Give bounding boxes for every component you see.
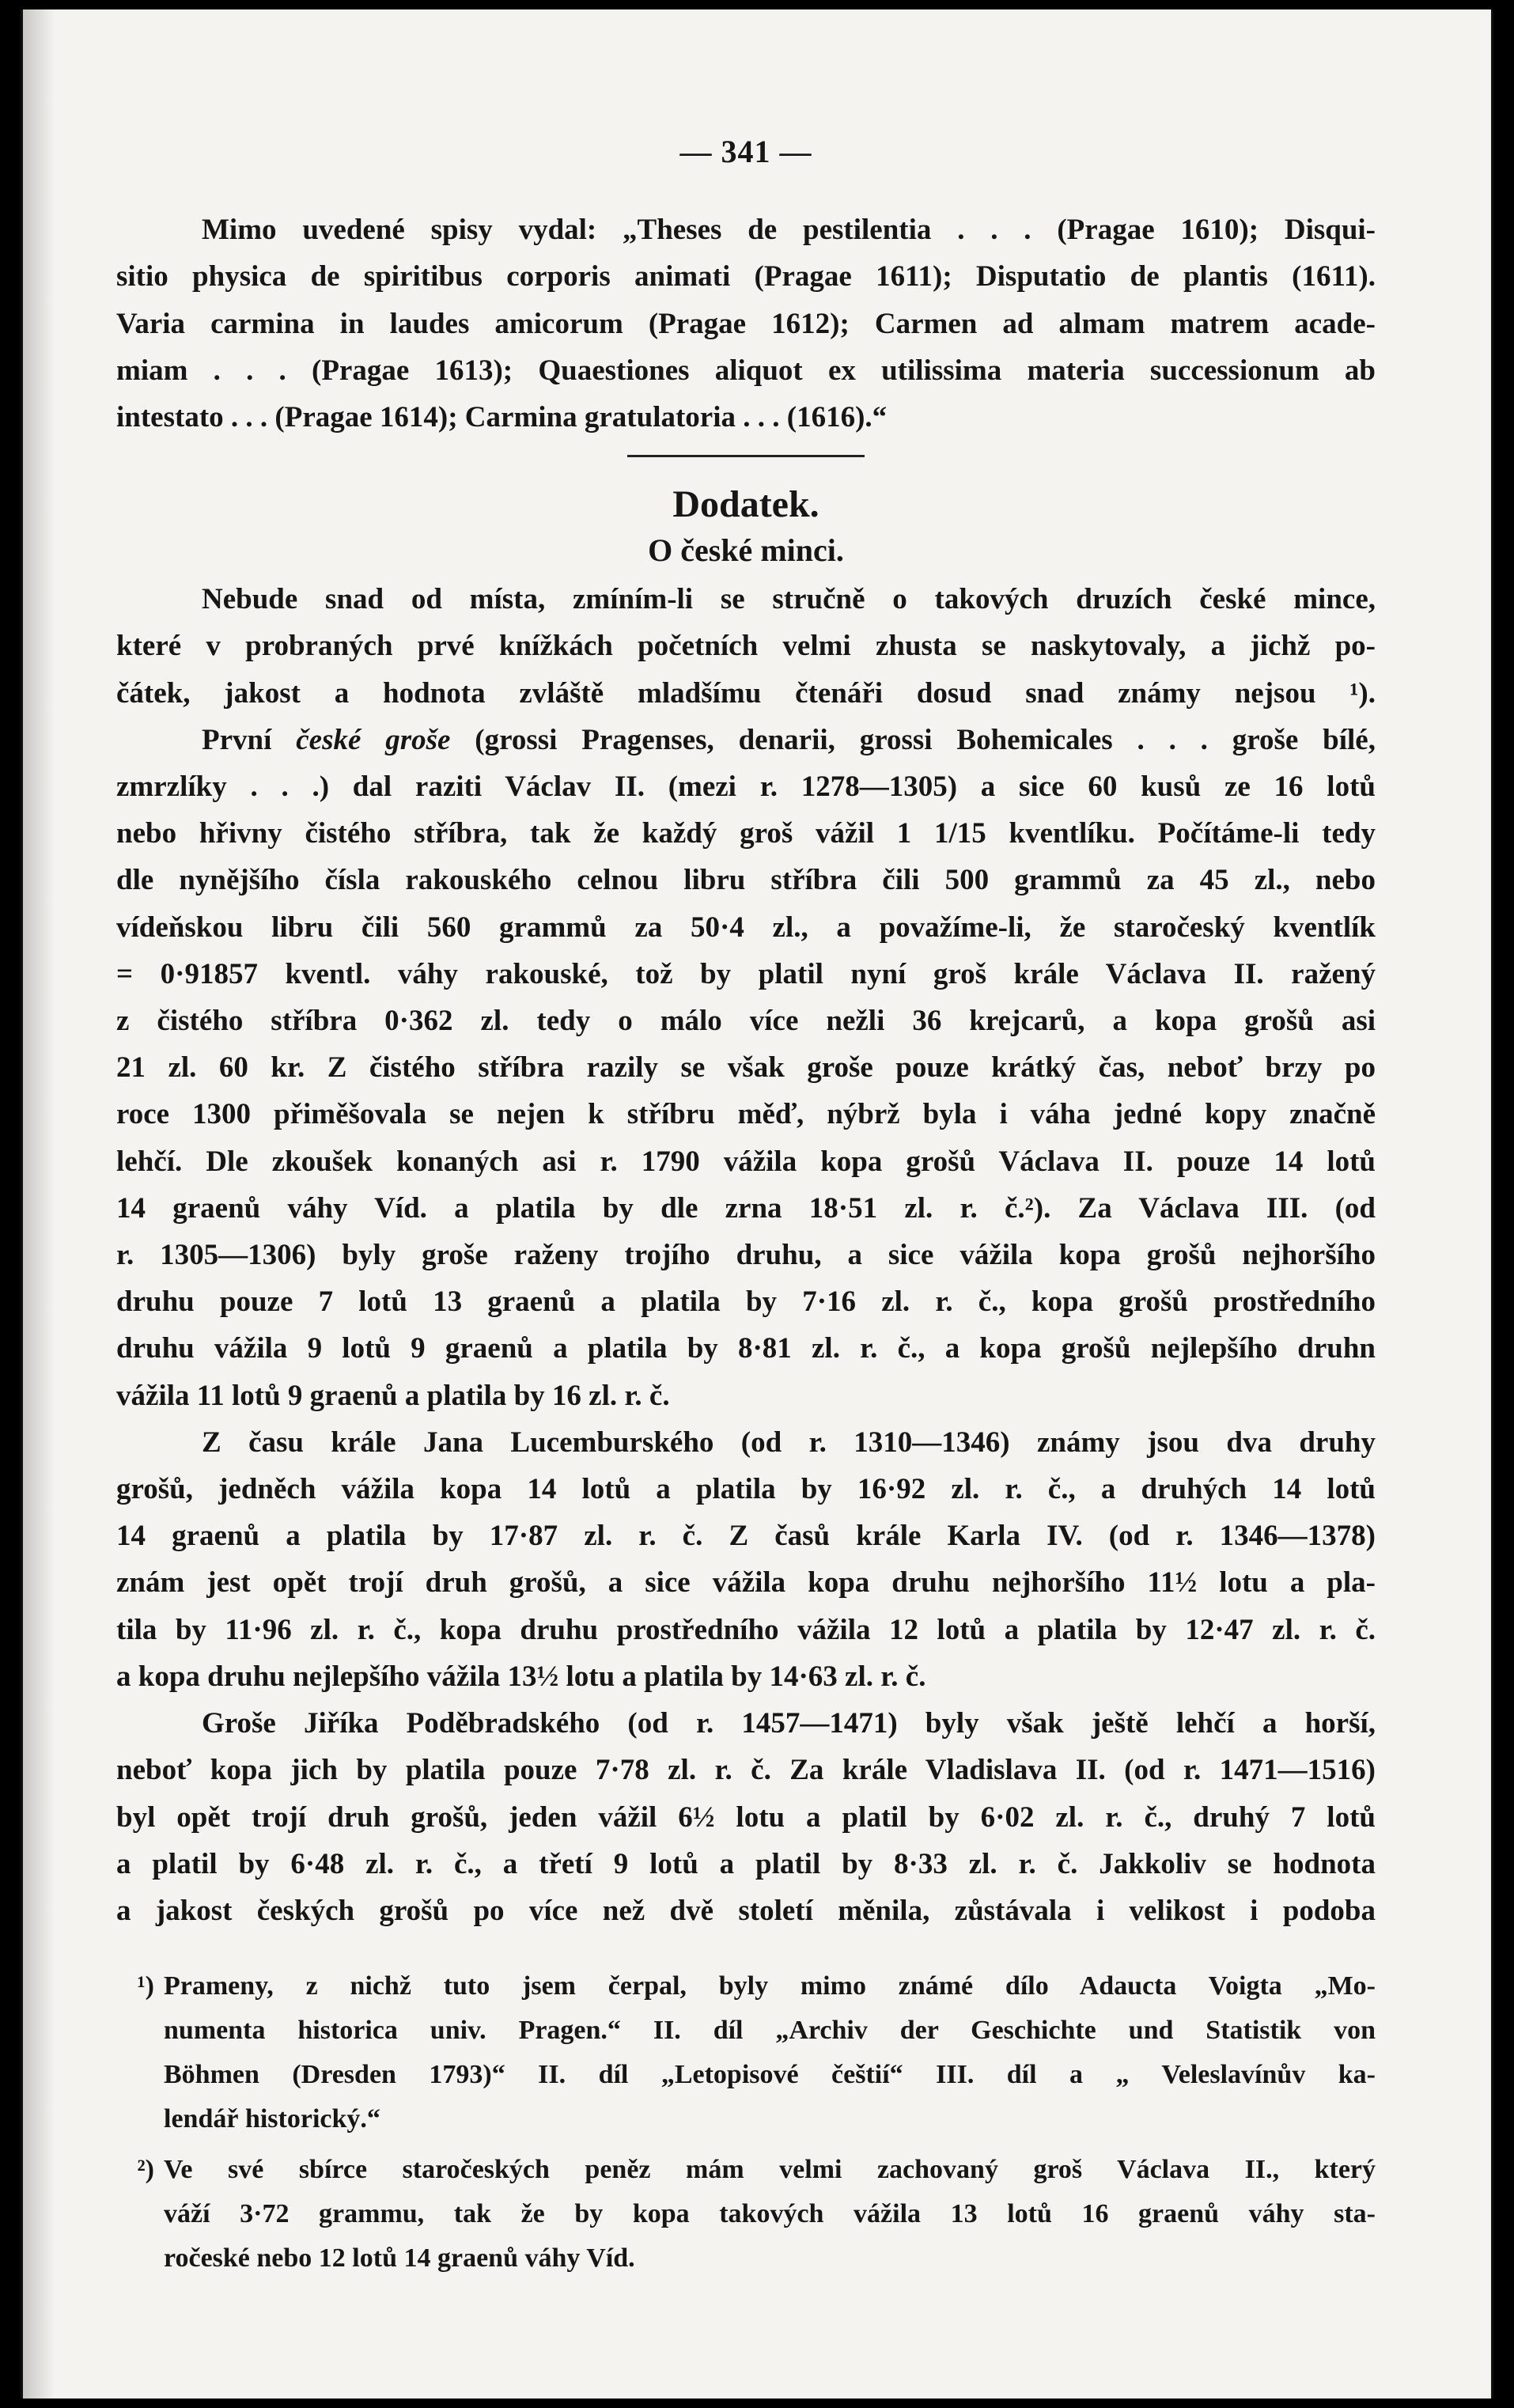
- body-line: a platil by 6·48 zl. r. č., a třetí 9 lotů a platil by 8·33 zl. r. č. Jakkoliv se hodnota: [116, 1847, 1376, 1880]
- body-line: které v probraných prvé knížkách početních velmi zhusta se naskytovaly, a jichž po-: [116, 630, 1376, 663]
- body-line: zmrzlíky . . .) dal raziti Václav II. (mezi r. 1278—1305) a sice 60 kusů ze 16 lotů: [116, 770, 1376, 804]
- intro-line: miam . . . (Pragae 1613); Quaestiones aliquot ex utilissima materia successionum ab: [116, 354, 1376, 387]
- footnotes: [116, 1964, 1376, 2281]
- body-line: z čistého stříbra 0·362 zl. tedy o málo více nežli 36 krejcarů, a kopa grošů asi: [116, 1005, 1376, 1038]
- body-line: Groše Jiříka Poděbradského (od r. 1457—1471) byly však ještě lehčí a horší,: [202, 1707, 1376, 1740]
- section-heading: Dodatek.: [672, 483, 819, 526]
- footnote-line: ročeské nebo 12 lotů 14 graenů váhy Víd.: [164, 2243, 635, 2274]
- intro-line: sitio physica de spiritibus corporis animati (Pragae 1611); Disputatio de plantis (1611).: [116, 260, 1376, 293]
- body-line: vídeňskou libru čili 560 grammů za 50·4 zl., a považíme-li, že staročeský kventlík: [116, 911, 1376, 944]
- body-line: Nebude snad od místa, zmíním-li se stručně o takových druzích české mince,: [202, 583, 1376, 616]
- body-line: roce 1300 přiměšovala se nejen k stříbru měď, nýbrž byla i váha jedné kopy značně: [116, 1098, 1376, 1131]
- footnote-mark: ²): [137, 2155, 154, 2185]
- body-line: [116, 717, 1376, 763]
- body-line: nebo hřivny čistého stříbra, tak že každý groš vážil 1 1/15 kventlíku. Počítáme-li tedy: [116, 817, 1376, 850]
- section-subheading: O české minci.: [648, 532, 844, 569]
- body-line-emphasis: české groše: [296, 723, 451, 756]
- body-line: 21 zl. 60 kr. Z čistého stříbra razily se však groše pouze krátký čas, neboť brzy po: [116, 1051, 1376, 1085]
- footnote-line: lendář historický.“: [164, 2104, 380, 2134]
- page-edge-shadow: [23, 9, 55, 2399]
- footnote-line: numenta historica univ. Pragen.“ II. díl „Archiv der Geschichte und Statistik von: [164, 2016, 1376, 2046]
- body-line: r. 1305—1306) byly groše raženy trojího druhu, a sice vážila kopa grošů nejhoršího: [116, 1239, 1376, 1272]
- body-line: neboť kopa jich by platila pouze 7·78 zl. r. č. Za krále Vladislava II. (od r. 1471—1516): [116, 1754, 1376, 1787]
- body-line: a jakost českých grošů po více než dvě století měnila, zůstávala i velikost i podoba: [116, 1894, 1376, 1927]
- section-divider: [627, 455, 865, 457]
- body-line: čátek, jakost a hodnota zvláště mladšímu čtenáři dosud snad známy nejsou ¹).: [116, 676, 1376, 710]
- body-line: lehčí. Dle zkoušek konaných asi r. 1790 vážila kopa grošů Václava II. pouze 14 lotů: [116, 1145, 1376, 1178]
- body-line: byl opět trojí druh grošů, jeden vážil 6½ lotu a platil by 6·02 zl. r. č., druhý 7 lotů: [116, 1800, 1376, 1834]
- body-line: dle nynějšího čísla rakouského celnou libru stříbra čili 500 grammů za 45 zl., nebo: [116, 864, 1376, 897]
- body-line: grošů, jedněch vážila kopa 14 lotů a platila by 16·92 zl. r. č., a druhých 14 lotů: [116, 1473, 1376, 1506]
- footnote-line: Ve své sbírce staročeských peněz mám velmi zachovaný groš Václava II., který: [164, 2155, 1376, 2185]
- book-page: [21, 9, 1493, 2399]
- body-text: [116, 576, 1376, 1934]
- intro-line: intestato . . . (Pragae 1614); Carmina gratulatoria . . . (1616).“: [116, 401, 888, 434]
- intro-line: Mimo uvedené spisy vydal: „Theses de pestilentia . . . (Pragae 1610); Disqui-: [202, 214, 1376, 247]
- footnote-line: Prameny, z nichž tuto jsem čerpal, byly mimo známé dílo Adaucta Voigta „Mo-: [164, 1971, 1376, 2001]
- body-line: 14 graenů a platila by 17·87 zl. r. č. Z časů krále Karla IV. (od r. 1346—1378): [116, 1520, 1376, 1553]
- footnote-text: [164, 1964, 1376, 2141]
- body-line: druhu pouze 7 lotů 13 graenů a platila by 7·16 zl. r. č., kopa grošů prostředního: [116, 1285, 1376, 1319]
- footnote-line: váží 3·72 grammu, tak že by kopa takových vážila 13 lotů 16 graenů váhy sta-: [164, 2199, 1376, 2229]
- body-line-prefix: První: [202, 723, 297, 756]
- body-line: = 0·91857 kventl. váhy rakouské, tož by platil nyní groš krále Václava II. ražený: [116, 957, 1376, 990]
- footnote-line: Böhmen (Dresden 1793)“ II. díl „Letopisové češtií“ III. díl a „ Veleslavínův ka-: [164, 2060, 1376, 2090]
- intro-paragraph: [116, 206, 1376, 441]
- footnote-text: [164, 2148, 1376, 2281]
- body-line: 14 graenů váhy Víd. a platila by dle zrna 18·51 zl. r. č.²). Za Václava III. (od: [116, 1191, 1376, 1225]
- body-line: vážila 11 lotů 9 graenů a platila by 16 zl. r. č.: [116, 1379, 670, 1412]
- body-line: a kopa druhu nejlepšího vážila 13½ lotu a platila by 14·63 zl. r. č.: [116, 1660, 926, 1693]
- body-line: znám jest opět trojí druh grošů, a sice vážila kopa druhu nejhoršího 11½ lotu a pla-: [116, 1566, 1376, 1600]
- footnote: [116, 1964, 1376, 2141]
- footnote-mark: ¹): [137, 1971, 154, 2001]
- body-line: tila by 11·96 zl. r. č., kopa druhu prostředního vážila 12 lotů a platila by 12·47 zl. r. č.: [116, 1613, 1376, 1646]
- page-content: [116, 128, 1376, 2287]
- body-line: Z času krále Jana Lucemburského (od r. 1310—1346) známy jsou dva druhy: [202, 1425, 1376, 1459]
- body-line: druhu vážila 9 lotů 9 graenů a platila by 8·81 zl. r. č., a kopa grošů nejlepšího druhn: [116, 1332, 1376, 1365]
- intro-line: Varia carmina in laudes amicorum (Pragae 1612); Carmen ad almam matrem acade-: [116, 307, 1376, 340]
- body-line-text: (grossi Pragenses, denarii, grossi Bohemicales . . . groše bílé,: [450, 723, 1376, 756]
- footnote: [116, 2148, 1376, 2281]
- page-number: — 341 —: [679, 134, 812, 169]
